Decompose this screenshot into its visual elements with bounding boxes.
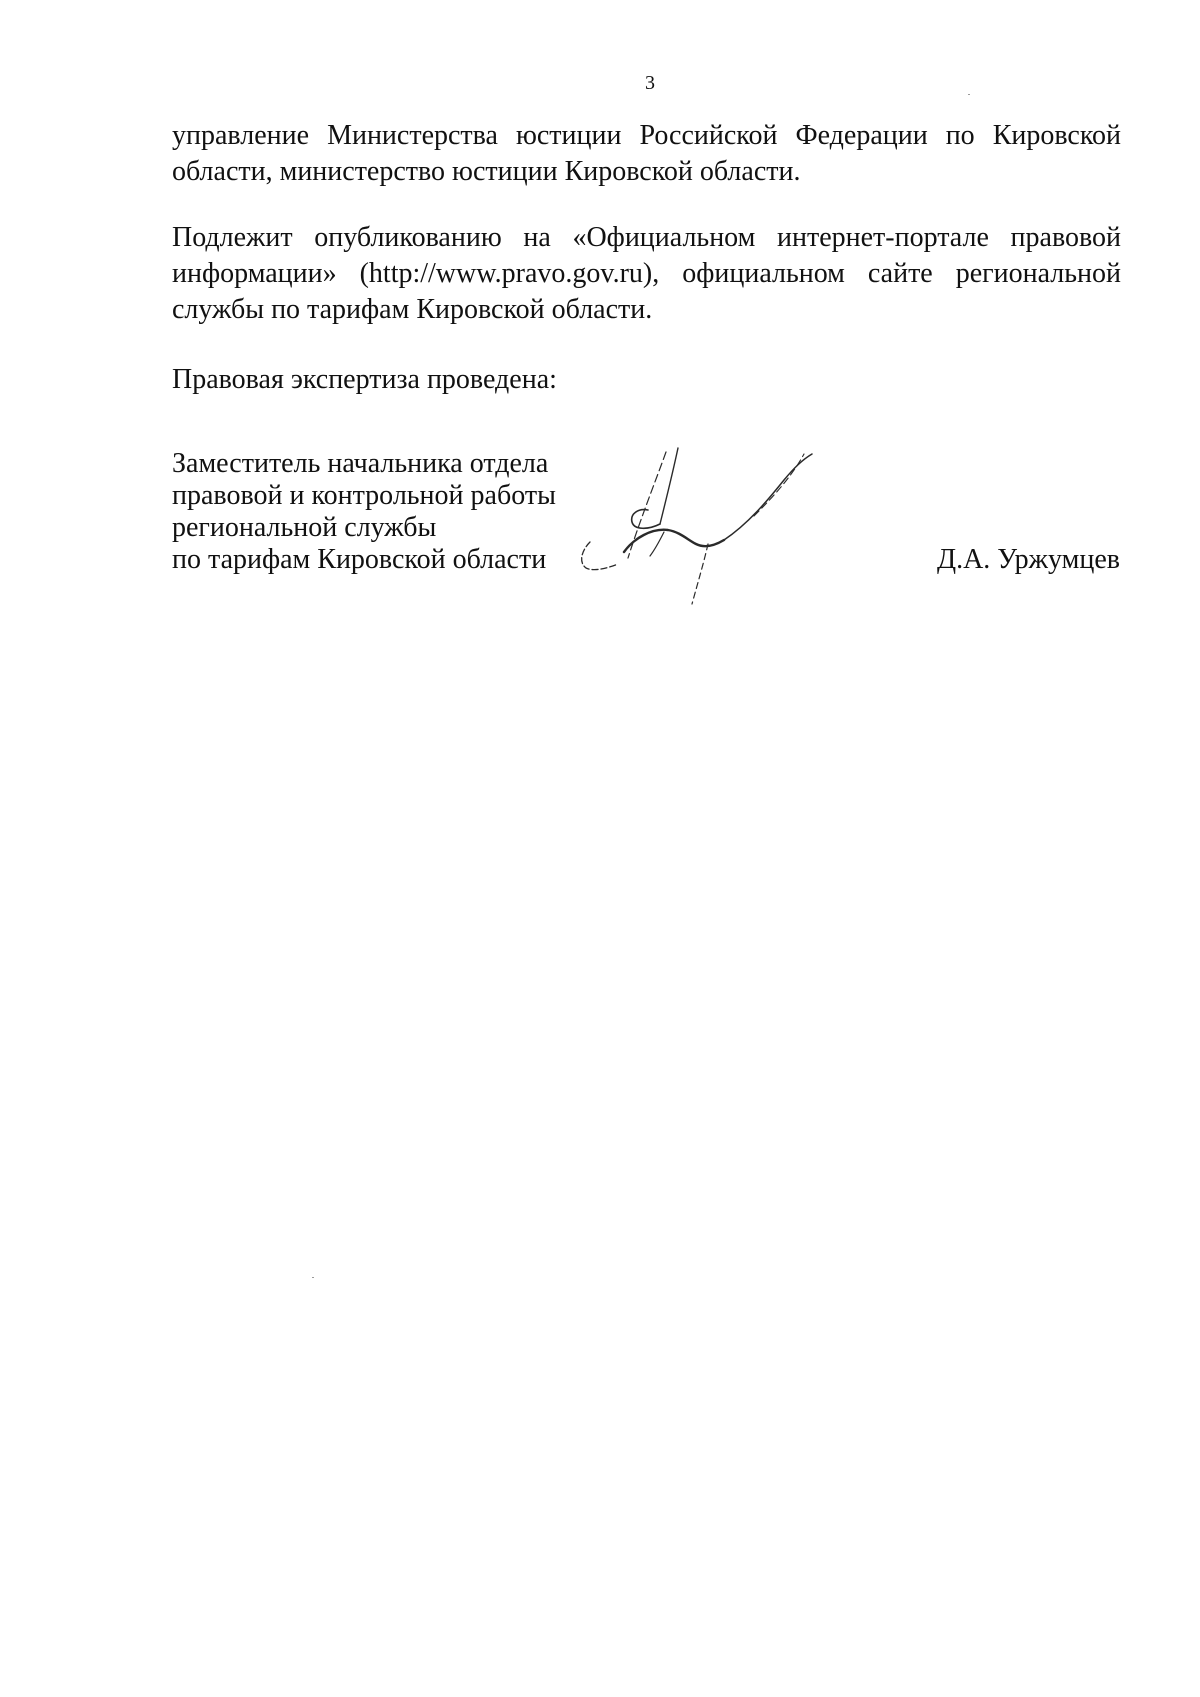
position-line: региональной службы: [172, 512, 437, 543]
page-number: [0, 72, 1200, 95]
paragraph-publication: [172, 220, 1121, 328]
signature-stroke: [692, 544, 708, 604]
paragraph-registration: [172, 118, 1121, 190]
page-number-text: 3: [645, 72, 655, 94]
legal-expertise-note: [172, 362, 1121, 398]
paragraph-line: управление Министерства юстиции Российской Федерации по Кировской: [172, 120, 1121, 151]
handwritten-signature: [568, 440, 898, 620]
signature-stroke: [660, 448, 678, 524]
expertise-text: Правовая экспертиза проведена:: [172, 364, 557, 395]
signature-stroke: [724, 454, 812, 540]
signatory-position: [172, 448, 556, 576]
scan-speck: [312, 1277, 314, 1278]
paragraph-line: Подлежит опубликованию на «Официальном интернет-портале правовой: [172, 222, 1121, 253]
signature-stroke: [582, 542, 618, 570]
signature-stroke: [650, 532, 664, 556]
paragraph-line: области, министерство юстиции Кировской области.: [172, 156, 801, 187]
position-line: правовой и контрольной работы: [172, 480, 556, 511]
position-line: Заместитель начальника отдела: [172, 448, 549, 479]
signature-stroke: [624, 530, 724, 552]
signature-stroke: [632, 510, 660, 529]
scan-speck: [968, 94, 970, 95]
paragraph-line: службы по тарифам Кировской области.: [172, 294, 653, 325]
position-line: по тарифам Кировской области: [172, 544, 547, 575]
paragraph-line: информации» (http://www.pravo.gov.ru), официальном сайте региональной: [172, 258, 1121, 289]
signatory-name: Д.А. Уржумцев: [936, 544, 1120, 575]
